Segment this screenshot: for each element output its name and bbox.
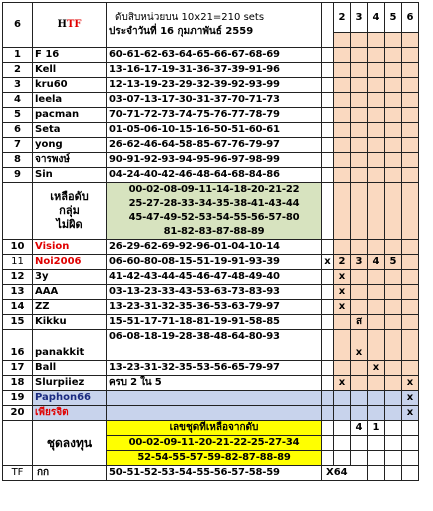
col-head-3: 3 (351, 3, 368, 33)
summary-title: เลขชุดที่เหลือจากดับ (107, 421, 322, 436)
sheet-badge: 6 (3, 3, 33, 48)
table-row: 1 F 16 60-61-62-63-64-65-66-67-68-69 (3, 48, 419, 63)
col-head-6: 6 (402, 3, 419, 33)
table-row: 18 Slurpiiez ครบ 2 ใน 5 x x (3, 376, 419, 391)
table-row: 20 เพียรจิต x (3, 406, 419, 421)
table-row: 9 Sin 04-24-40-42-46-48-64-68-84-86 (3, 168, 419, 183)
col-head-4: 4 (368, 3, 385, 33)
table-row: 8 จารพงษ์ 90-91-92-93-94-95-96-97-98-99 (3, 153, 419, 168)
lottery-sheet (2, 2, 419, 481)
table-row: 5 pacman 70-71-72-73-74-75-76-77-78-79 (3, 108, 419, 123)
summary-line2: 52-54-55-57-59-82-87-88-89 (107, 451, 322, 466)
table-row: 7 yong 26-62-46-64-58-85-67-76-79-97 (3, 138, 419, 153)
summary-label: ชุดลงทุน (33, 421, 107, 466)
table-row: 13 AAA 03-13-23-33-43-53-63-73-83-93 x (3, 285, 419, 300)
tf-row: TF กก 50-51-52-53-54-55-56-57-58-59 X64 (3, 466, 419, 481)
htf-logo (33, 3, 107, 48)
table-row: 4 leela 03-07-13-17-30-31-37-70-71-73 (3, 93, 419, 108)
table-row: 3 kru60 12-13-19-23-29-32-39-92-93-99 (3, 78, 419, 93)
table-row: 19 Paphon66 x (3, 391, 419, 406)
logo-h: H (57, 19, 67, 30)
table-row: 2 Kell 13-16-17-19-31-36-37-39-91-96 (3, 63, 419, 78)
table-row: 6 Seta 01-05-06-10-15-16-50-51-60-61 (3, 123, 419, 138)
remaining-numbers: 00-02-08-09-11-14-18-20-21-22 25-27-28-33-34-35-38-41-43-44 45-47-49-52-53-54-55-56-57-80 81-82-83-87-88-89 (107, 183, 322, 240)
table-row: 16 panakkit 06-08-18-19-28-38-48-64-80-93 x (3, 330, 419, 361)
summary-line1: 00-02-09-11-20-21-22-25-27-34 (107, 436, 322, 451)
logo-tf: TF (66, 19, 82, 30)
col-head-5: 5 (385, 3, 402, 33)
header-info (107, 3, 322, 48)
table-row: 14 ZZ 13-23-31-32-35-36-53-63-79-97 x (3, 300, 419, 315)
remaining-block (3, 183, 419, 240)
table-row: 15 Kikku 15-51-17-71-18-81-19-91-58-85 ส (3, 315, 419, 330)
col-head-2: 2 (334, 3, 351, 33)
table-row: 17 Ball 13-23-31-32-35-53-56-65-79-97 x (3, 361, 419, 376)
header-line1: ดับสิบหน่วยบน 10x21=210 sets (115, 12, 265, 23)
table-row: 12 3y 41-42-43-44-45-46-47-48-49-40 x (3, 270, 419, 285)
table-row: 11 Noi2006 06-60-80-08-15-51-19-91-93-39 x 2 3 4 5 (3, 255, 419, 270)
summary-block: ชุดลงทุน เลขชุดที่เหลือจากดับ 4 1 (3, 421, 419, 436)
spacer-col (322, 3, 334, 48)
remaining-label: เหลือดับ กลุ่ม ไม่ผิด (33, 183, 107, 240)
header-line2: ประจำวันที่ 16 กุมภาพันธ์ 2559 (109, 26, 254, 37)
table-row: 10 Vision 26-29-62-69-92-96-01-04-10-14 (3, 240, 419, 255)
